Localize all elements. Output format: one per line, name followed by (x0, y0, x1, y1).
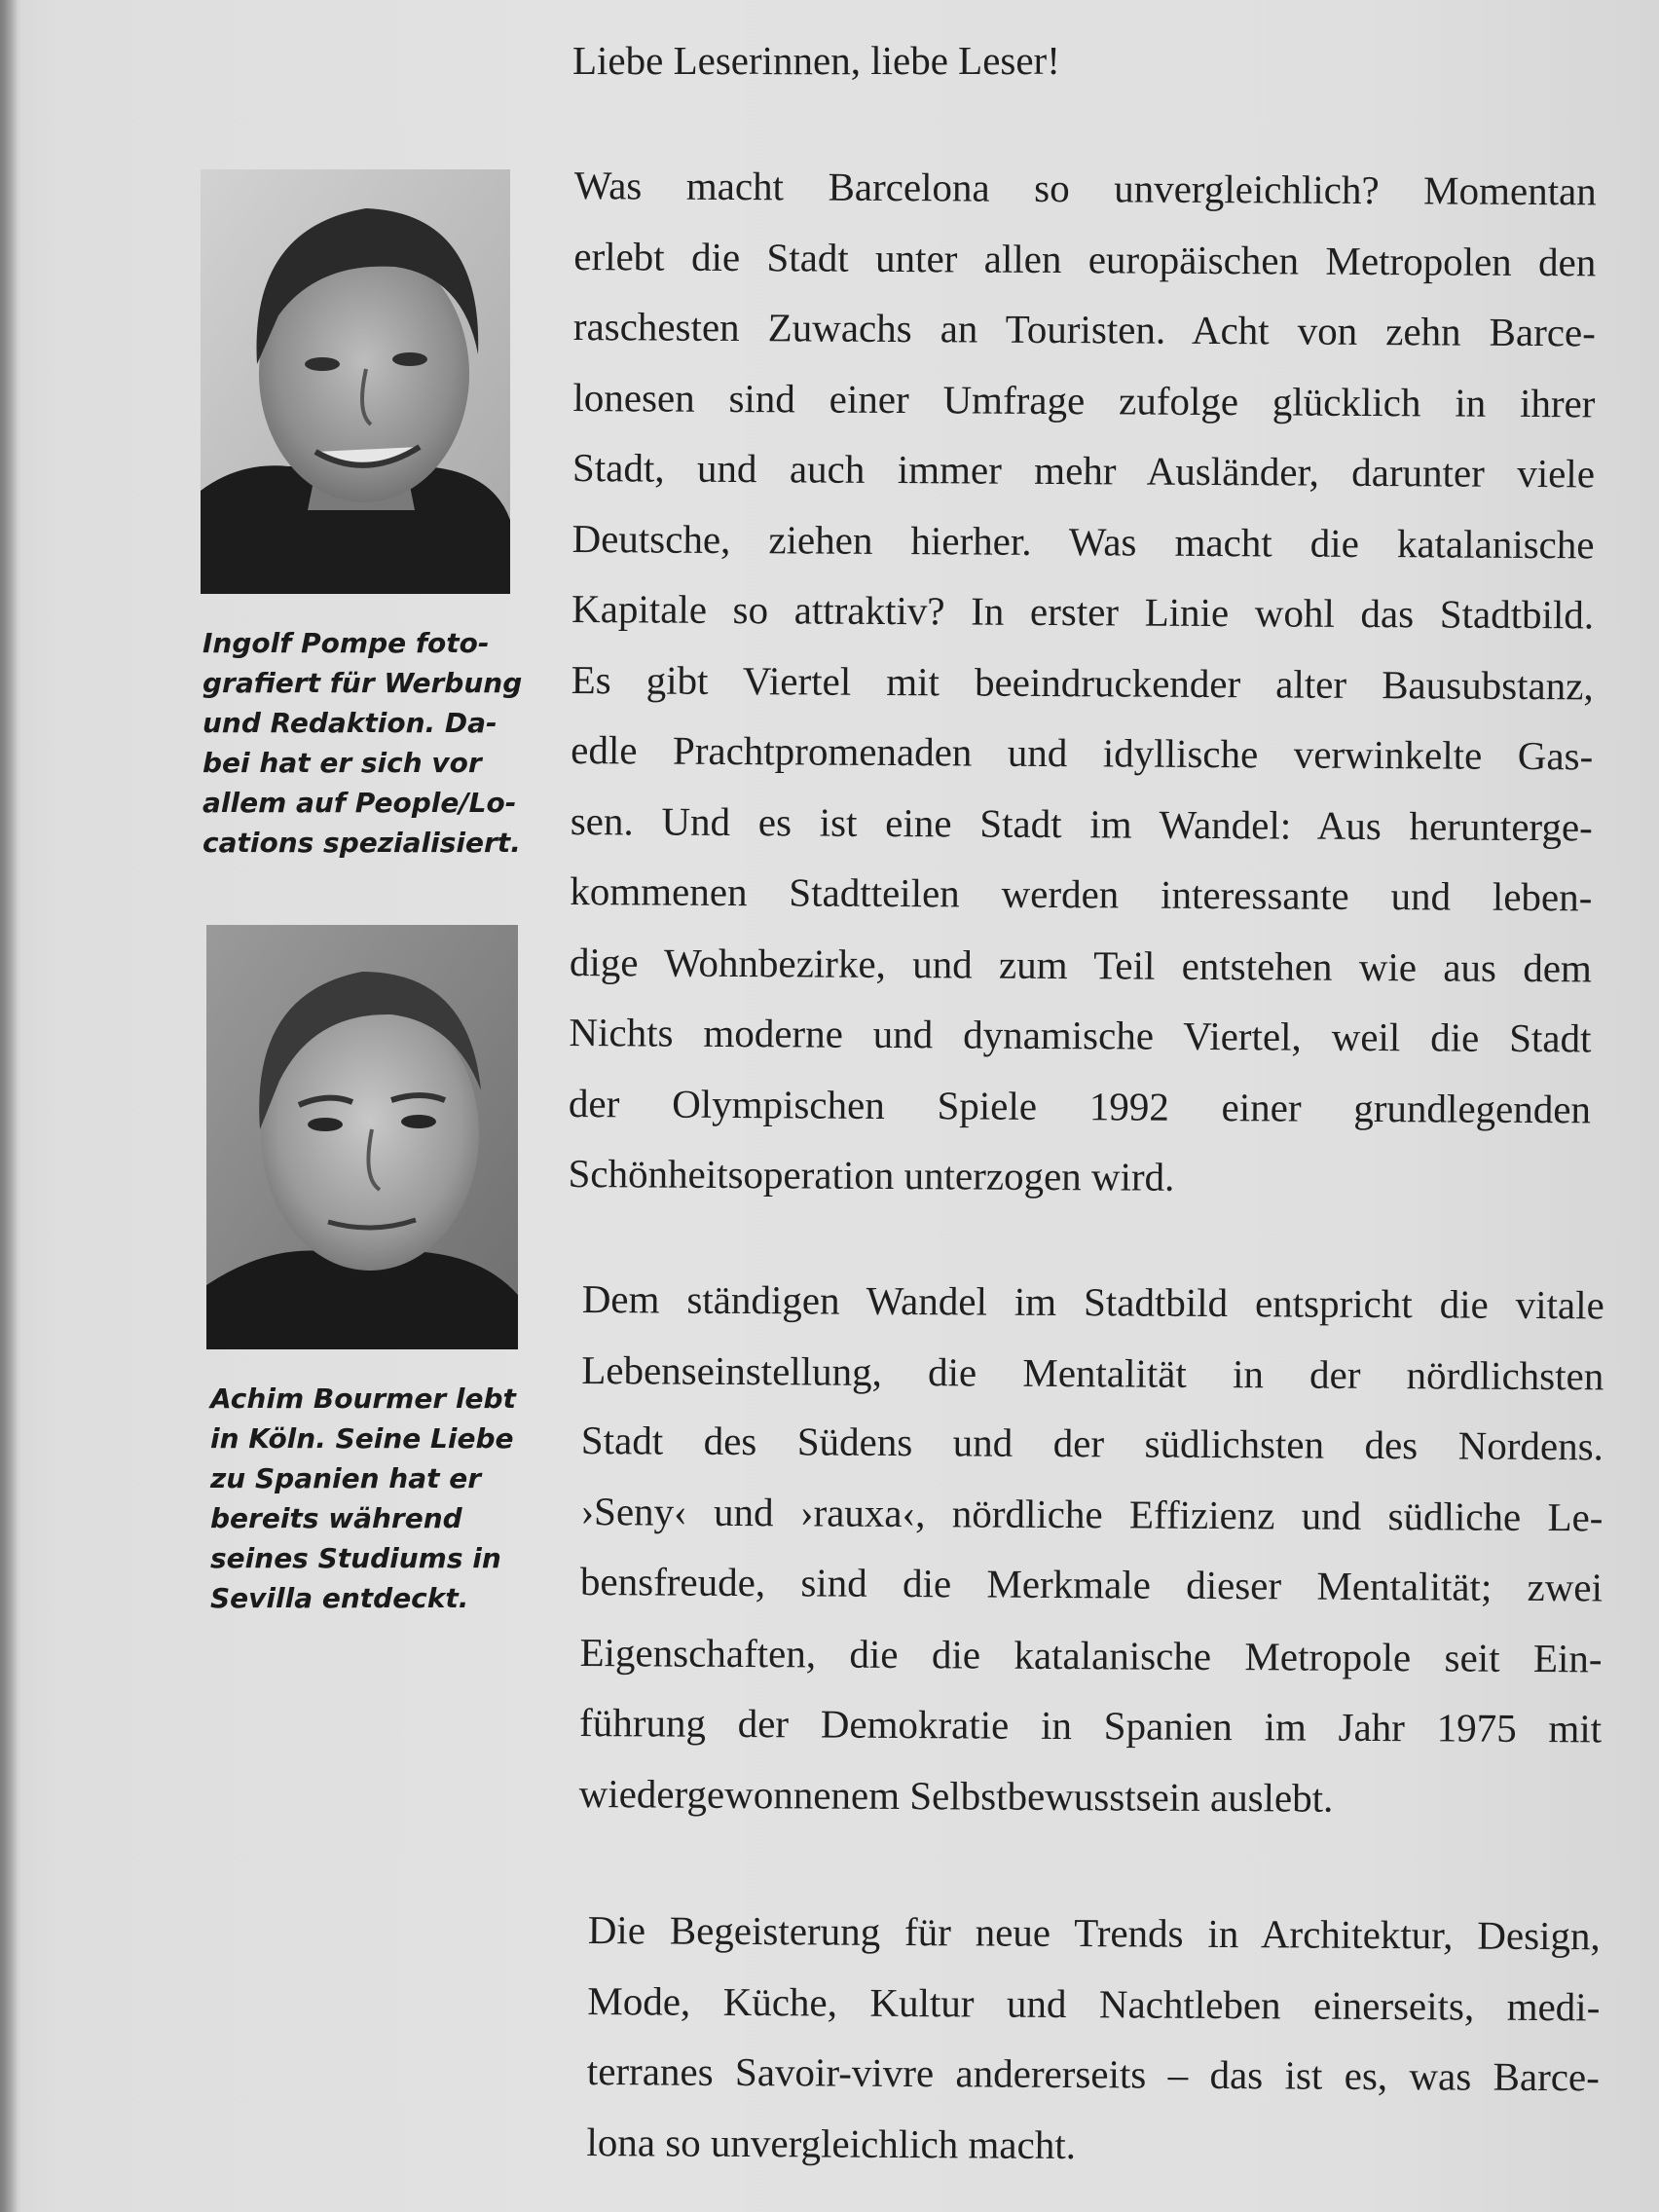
text-line: Mode, Küche, Kultur und Nachtleben einerseits, medi- (587, 1977, 1601, 2029)
text-line: erlebt die Stadt unter allen europäischen Metropolen den (573, 233, 1597, 284)
caption-line: allem auf People/Lo- (203, 787, 517, 819)
author-caption-ingolf-pompe (203, 623, 522, 863)
text-line: Es gibt Viertel mit beeindruckender alter Bausubstanz, (571, 656, 1594, 708)
text-line: Lebenseinstellung, die Mentalität in der nördlichsten (581, 1346, 1604, 1398)
body-paragraph-1 (568, 150, 1597, 1215)
caption-line: cations spezialisiert. (203, 827, 521, 859)
author-caption-achim-bourmer (210, 1379, 516, 1618)
text-line: wiedergewonnenem Selbstbewusstsein auslebt. (578, 1770, 1334, 1821)
caption-line: Ingolf Pompe foto- (203, 627, 490, 659)
page-greeting: Liebe Leserinnen, liebe Leser! (572, 38, 1060, 83)
caption-line: seines Studiums in (210, 1542, 501, 1574)
author-photo-ingolf-pompe (201, 169, 510, 594)
text-line: ›Seny‹ und ›rauxa‹, nördliche Effizienz und südliche Le- (580, 1488, 1604, 1539)
text-line: führung der Demokratie in Spanien im Jahr 1975 mit (578, 1699, 1603, 1751)
portrait-image (206, 925, 518, 1349)
text-line: Eigenschaften, die die katalanische Metropole seit Ein- (579, 1629, 1603, 1680)
text-line: Stadt des Südens und der südlichsten des Nordens. (580, 1417, 1604, 1469)
text-line: terranes Savoir-vivre andererseits – das ist es, was Barce- (586, 2047, 1601, 2100)
text-line: kommenen Stadtteilen werden interessante und leben- (570, 867, 1593, 920)
text-line: Schönheitsoperation unterzogen wird. (568, 1150, 1175, 1199)
text-line: Kapitale so attraktiv? In erster Linie wohl das Stadtbild. (571, 585, 1595, 638)
caption-line: zu Spanien hat er (210, 1462, 482, 1494)
body-paragraph-2 (578, 1264, 1604, 1834)
text-line: Was macht Barcelona so unvergleichlich? Momentan (573, 162, 1597, 214)
caption-line: bereits während (210, 1502, 462, 1534)
text-line: der Olympischen Spiele 1992 einer grundlegenden (568, 1080, 1592, 1131)
text-line: lonesen sind einer Umfrage zufolge glücklich in ihrer (572, 374, 1596, 425)
text-line: raschesten Zuwachs an Touristen. Acht von zehn Barce- (572, 303, 1597, 355)
text-line: Stadt, und auch immer mehr Ausländer, darunter viele (571, 444, 1596, 497)
text-line: dige Wohnbezirke, und zum Teil entstehen wie aus dem (569, 939, 1593, 990)
text-line: bensfreude, sind die Merkmale dieser Mentalität; zwei (579, 1558, 1604, 1610)
caption-line: grafiert für Werbung (203, 667, 523, 699)
text-line: Deutsche, ziehen hierher. Was macht die katalanische (571, 515, 1595, 567)
caption-line: Sevilla entdeckt. (210, 1582, 469, 1614)
caption-line: in Köln. Seine Liebe (210, 1422, 514, 1455)
body-paragraph-3 (586, 1895, 1601, 2183)
caption-line: bei hat er sich vor (203, 747, 482, 779)
caption-line: und Redaktion. Da- (203, 707, 498, 739)
caption-line: Achim Bourmer lebt (210, 1382, 516, 1415)
portrait-image (201, 169, 510, 594)
text-line: sen. Und es ist eine Stadt im Wandel: Aus herunterge- (570, 797, 1593, 849)
author-photo-achim-bourmer (206, 925, 518, 1349)
text-line: edle Prachtpromenaden und idyllische verwinkelte Gas- (571, 726, 1594, 779)
text-line: Die Begeisterung für neue Trends in Architektur, Design, (587, 1906, 1601, 1959)
text-line: lona so unvergleichlich macht. (586, 2119, 1077, 2167)
text-line: Dem ständigen Wandel im Stadtbild entspricht die vitale (581, 1275, 1604, 1328)
page-gutter-shadow (0, 0, 18, 2212)
text-line: Nichts moderne und dynamische Viertel, weil die Stadt (569, 1009, 1592, 1061)
